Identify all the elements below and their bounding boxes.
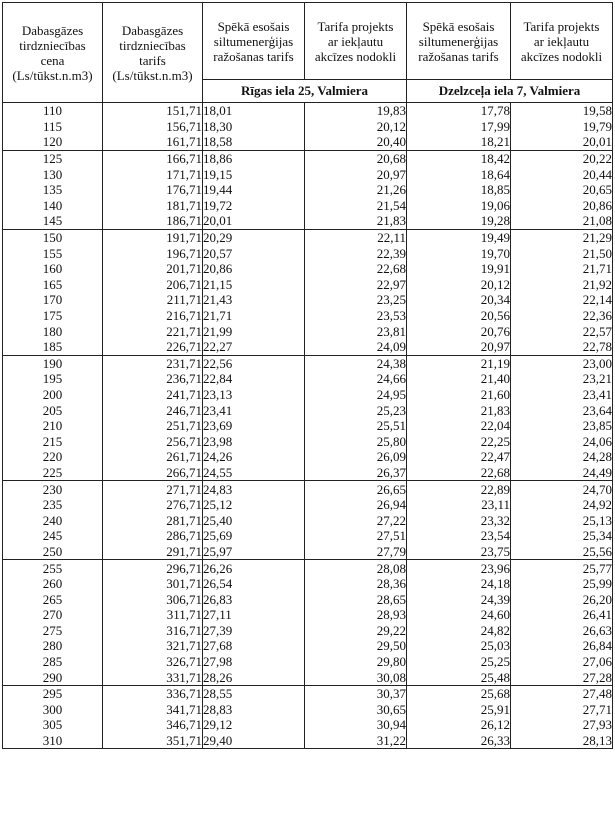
cell-dzelz-project: 22,78 xyxy=(511,339,613,355)
cell-dzelz-project: 21,50 xyxy=(511,245,613,261)
cell-gas-tariff: 206,71 xyxy=(103,277,203,293)
cell-rigas-project: 30,65 xyxy=(305,702,407,718)
cell-dzelz-project: 19,79 xyxy=(511,119,613,135)
cell-gas-price: 200 xyxy=(3,387,103,403)
cell-rigas-project: 22,11 xyxy=(305,229,407,245)
cell-gas-price: 210 xyxy=(3,418,103,434)
cell-dzelz-current: 26,12 xyxy=(407,717,511,733)
site-dzelz-heading: Dzelzceļa iela 7, Valmiera xyxy=(407,80,613,103)
cell-dzelz-project: 24,06 xyxy=(511,433,613,449)
table-row xyxy=(3,229,613,245)
cell-gas-tariff: 236,71 xyxy=(103,371,203,387)
cell-rigas-current: 22,56 xyxy=(203,355,305,371)
cell-rigas-project: 25,23 xyxy=(305,402,407,418)
cell-gas-tariff: 231,71 xyxy=(103,355,203,371)
cell-dzelz-current: 21,83 xyxy=(407,402,511,418)
cell-gas-tariff: 156,71 xyxy=(103,119,203,135)
cell-gas-price: 170 xyxy=(3,292,103,308)
cell-rigas-project: 24,09 xyxy=(305,339,407,355)
cell-rigas-current: 21,15 xyxy=(203,277,305,293)
cell-dzelz-current: 22,68 xyxy=(407,465,511,481)
cell-gas-price: 310 xyxy=(3,733,103,749)
cell-rigas-project: 27,22 xyxy=(305,512,407,528)
cell-gas-tariff: 261,71 xyxy=(103,449,203,465)
cell-gas-tariff: 186,71 xyxy=(103,213,203,229)
cell-rigas-current: 24,83 xyxy=(203,481,305,497)
cell-gas-price: 195 xyxy=(3,371,103,387)
cell-dzelz-current: 24,18 xyxy=(407,576,511,592)
header-rigas-current-tariff: Spēkā esošais siltumenerģijas ražošanas tarifs xyxy=(203,3,305,80)
cell-gas-tariff: 341,71 xyxy=(103,702,203,718)
cell-rigas-current: 28,26 xyxy=(203,669,305,685)
cell-rigas-project: 30,94 xyxy=(305,717,407,733)
cell-rigas-project: 22,68 xyxy=(305,261,407,277)
cell-dzelz-project: 21,29 xyxy=(511,229,613,245)
cell-gas-tariff: 326,71 xyxy=(103,654,203,670)
cell-gas-tariff: 151,71 xyxy=(103,103,203,119)
cell-rigas-project: 30,08 xyxy=(305,669,407,685)
cell-rigas-project: 26,09 xyxy=(305,449,407,465)
cell-dzelz-current: 20,56 xyxy=(407,308,511,324)
table-row xyxy=(3,245,613,261)
cell-gas-tariff: 281,71 xyxy=(103,512,203,528)
cell-gas-price: 305 xyxy=(3,717,103,733)
cell-dzelz-current: 18,21 xyxy=(407,134,511,150)
cell-gas-tariff: 241,71 xyxy=(103,387,203,403)
cell-rigas-current: 27,11 xyxy=(203,607,305,623)
cell-dzelz-current: 21,40 xyxy=(407,371,511,387)
cell-dzelz-project: 21,92 xyxy=(511,277,613,293)
table-row xyxy=(3,134,613,150)
cell-gas-price: 130 xyxy=(3,166,103,182)
cell-dzelz-current: 20,76 xyxy=(407,323,511,339)
cell-rigas-project: 27,79 xyxy=(305,544,407,560)
cell-rigas-current: 18,01 xyxy=(203,103,305,119)
table-row xyxy=(3,638,613,654)
table-row xyxy=(3,717,613,733)
cell-rigas-current: 24,26 xyxy=(203,449,305,465)
cell-rigas-project: 28,36 xyxy=(305,576,407,592)
cell-rigas-current: 27,68 xyxy=(203,638,305,654)
cell-gas-price: 205 xyxy=(3,402,103,418)
table-row xyxy=(3,166,613,182)
cell-rigas-project: 23,81 xyxy=(305,323,407,339)
cell-gas-tariff: 346,71 xyxy=(103,717,203,733)
cell-gas-price: 235 xyxy=(3,497,103,513)
header-dzelz-project-tariff: Tarifa projekts ar iekļautu akcīzes nodokli xyxy=(511,3,613,80)
cell-rigas-current: 23,69 xyxy=(203,418,305,434)
table-row xyxy=(3,685,613,701)
cell-gas-tariff: 171,71 xyxy=(103,166,203,182)
cell-rigas-project: 24,66 xyxy=(305,371,407,387)
cell-dzelz-current: 18,42 xyxy=(407,150,511,166)
cell-gas-tariff: 226,71 xyxy=(103,339,203,355)
header-rigas-project-tariff: Tarifa projekts ar iekļautu akcīzes nodokli xyxy=(305,3,407,80)
cell-rigas-current: 21,99 xyxy=(203,323,305,339)
cell-rigas-current: 26,83 xyxy=(203,591,305,607)
cell-rigas-current: 27,98 xyxy=(203,654,305,670)
cell-rigas-project: 23,53 xyxy=(305,308,407,324)
table-row xyxy=(3,669,613,685)
cell-dzelz-current: 25,03 xyxy=(407,638,511,654)
cell-gas-price: 115 xyxy=(3,119,103,135)
cell-gas-price: 275 xyxy=(3,623,103,639)
cell-rigas-current: 22,27 xyxy=(203,339,305,355)
cell-rigas-project: 24,38 xyxy=(305,355,407,371)
cell-gas-price: 145 xyxy=(3,213,103,229)
cell-dzelz-project: 27,06 xyxy=(511,654,613,670)
cell-rigas-current: 28,83 xyxy=(203,702,305,718)
table-row xyxy=(3,418,613,434)
cell-dzelz-project: 20,44 xyxy=(511,166,613,182)
cell-dzelz-current: 19,70 xyxy=(407,245,511,261)
table-row xyxy=(3,402,613,418)
cell-rigas-current: 23,41 xyxy=(203,402,305,418)
cell-rigas-project: 22,39 xyxy=(305,245,407,261)
cell-rigas-current: 25,97 xyxy=(203,544,305,560)
cell-rigas-project: 20,12 xyxy=(305,119,407,135)
cell-gas-price: 175 xyxy=(3,308,103,324)
cell-gas-tariff: 216,71 xyxy=(103,308,203,324)
cell-gas-price: 260 xyxy=(3,576,103,592)
cell-dzelz-project: 21,08 xyxy=(511,213,613,229)
table-row xyxy=(3,465,613,481)
table-row xyxy=(3,576,613,592)
cell-dzelz-current: 18,85 xyxy=(407,182,511,198)
cell-rigas-current: 19,15 xyxy=(203,166,305,182)
cell-dzelz-project: 26,41 xyxy=(511,607,613,623)
cell-gas-price: 135 xyxy=(3,182,103,198)
cell-rigas-current: 21,43 xyxy=(203,292,305,308)
cell-gas-price: 230 xyxy=(3,481,103,497)
cell-dzelz-project: 22,14 xyxy=(511,292,613,308)
cell-rigas-current: 21,71 xyxy=(203,308,305,324)
cell-dzelz-project: 22,36 xyxy=(511,308,613,324)
cell-rigas-project: 29,80 xyxy=(305,654,407,670)
table-row xyxy=(3,544,613,560)
cell-rigas-project: 21,26 xyxy=(305,182,407,198)
cell-rigas-project: 26,37 xyxy=(305,465,407,481)
cell-rigas-current: 27,39 xyxy=(203,623,305,639)
cell-rigas-current: 25,69 xyxy=(203,528,305,544)
table-row xyxy=(3,277,613,293)
cell-gas-tariff: 251,71 xyxy=(103,418,203,434)
header-gas-tariff: Dabasgāzes tirdzniecības tarifs (Ls/tūkst.n.m3) xyxy=(103,3,203,103)
cell-rigas-current: 19,72 xyxy=(203,198,305,214)
cell-rigas-current: 23,13 xyxy=(203,387,305,403)
cell-rigas-current: 22,84 xyxy=(203,371,305,387)
table-row xyxy=(3,607,613,623)
cell-rigas-current: 20,01 xyxy=(203,213,305,229)
cell-dzelz-current: 24,82 xyxy=(407,623,511,639)
cell-rigas-project: 19,83 xyxy=(305,103,407,119)
cell-rigas-current: 18,30 xyxy=(203,119,305,135)
cell-rigas-project: 29,22 xyxy=(305,623,407,639)
cell-dzelz-project: 25,99 xyxy=(511,576,613,592)
cell-dzelz-current: 17,99 xyxy=(407,119,511,135)
cell-rigas-project: 20,68 xyxy=(305,150,407,166)
table-header xyxy=(3,3,613,103)
header-dzelz-current-tariff: Spēkā esošais siltumenerģijas ražošanas tarifs xyxy=(407,3,511,80)
table-row xyxy=(3,292,613,308)
cell-rigas-current: 23,98 xyxy=(203,433,305,449)
cell-gas-price: 280 xyxy=(3,638,103,654)
site-rigas-heading: Rīgas iela 25, Valmiera xyxy=(203,80,407,103)
cell-dzelz-project: 25,56 xyxy=(511,544,613,560)
cell-gas-price: 255 xyxy=(3,560,103,576)
cell-dzelz-current: 25,25 xyxy=(407,654,511,670)
cell-dzelz-current: 20,12 xyxy=(407,277,511,293)
cell-dzelz-current: 18,64 xyxy=(407,166,511,182)
cell-dzelz-project: 23,41 xyxy=(511,387,613,403)
cell-gas-tariff: 181,71 xyxy=(103,198,203,214)
cell-dzelz-current: 24,60 xyxy=(407,607,511,623)
table-row xyxy=(3,103,613,119)
cell-gas-tariff: 201,71 xyxy=(103,261,203,277)
cell-gas-price: 110 xyxy=(3,103,103,119)
cell-gas-price: 140 xyxy=(3,198,103,214)
cell-dzelz-project: 25,34 xyxy=(511,528,613,544)
table-row xyxy=(3,497,613,513)
cell-dzelz-project: 24,92 xyxy=(511,497,613,513)
cell-gas-tariff: 196,71 xyxy=(103,245,203,261)
cell-rigas-project: 21,83 xyxy=(305,213,407,229)
cell-dzelz-project: 24,28 xyxy=(511,449,613,465)
cell-gas-tariff: 286,71 xyxy=(103,528,203,544)
cell-rigas-project: 29,50 xyxy=(305,638,407,654)
table-row xyxy=(3,339,613,355)
cell-dzelz-current: 21,19 xyxy=(407,355,511,371)
cell-gas-tariff: 296,71 xyxy=(103,560,203,576)
cell-gas-price: 150 xyxy=(3,229,103,245)
cell-gas-price: 125 xyxy=(3,150,103,166)
cell-dzelz-current: 23,75 xyxy=(407,544,511,560)
cell-dzelz-project: 27,28 xyxy=(511,669,613,685)
cell-dzelz-project: 28,13 xyxy=(511,733,613,749)
cell-gas-tariff: 351,71 xyxy=(103,733,203,749)
cell-gas-price: 245 xyxy=(3,528,103,544)
cell-rigas-project: 31,22 xyxy=(305,733,407,749)
cell-gas-tariff: 161,71 xyxy=(103,134,203,150)
cell-gas-price: 290 xyxy=(3,669,103,685)
cell-dzelz-current: 19,49 xyxy=(407,229,511,245)
cell-rigas-current: 20,86 xyxy=(203,261,305,277)
cell-gas-tariff: 176,71 xyxy=(103,182,203,198)
cell-gas-price: 190 xyxy=(3,355,103,371)
table-row xyxy=(3,323,613,339)
cell-dzelz-project: 25,13 xyxy=(511,512,613,528)
cell-gas-tariff: 191,71 xyxy=(103,229,203,245)
cell-gas-tariff: 306,71 xyxy=(103,591,203,607)
cell-dzelz-current: 20,34 xyxy=(407,292,511,308)
cell-gas-price: 180 xyxy=(3,323,103,339)
cell-gas-price: 220 xyxy=(3,449,103,465)
cell-dzelz-current: 22,04 xyxy=(407,418,511,434)
cell-dzelz-project: 23,00 xyxy=(511,355,613,371)
cell-rigas-current: 20,29 xyxy=(203,229,305,245)
cell-rigas-project: 25,51 xyxy=(305,418,407,434)
cell-rigas-current: 29,40 xyxy=(203,733,305,749)
cell-gas-tariff: 336,71 xyxy=(103,685,203,701)
cell-dzelz-project: 20,65 xyxy=(511,182,613,198)
cell-dzelz-project: 24,49 xyxy=(511,465,613,481)
cell-dzelz-current: 26,33 xyxy=(407,733,511,749)
cell-dzelz-project: 27,71 xyxy=(511,702,613,718)
cell-dzelz-project: 23,21 xyxy=(511,371,613,387)
cell-dzelz-current: 25,48 xyxy=(407,669,511,685)
cell-gas-price: 300 xyxy=(3,702,103,718)
cell-rigas-project: 23,25 xyxy=(305,292,407,308)
table-row xyxy=(3,371,613,387)
cell-gas-price: 265 xyxy=(3,591,103,607)
cell-gas-tariff: 316,71 xyxy=(103,623,203,639)
table-row xyxy=(3,512,613,528)
cell-dzelz-project: 25,77 xyxy=(511,560,613,576)
cell-rigas-project: 21,54 xyxy=(305,198,407,214)
cell-gas-tariff: 291,71 xyxy=(103,544,203,560)
cell-dzelz-project: 26,63 xyxy=(511,623,613,639)
table-row xyxy=(3,355,613,371)
cell-gas-price: 270 xyxy=(3,607,103,623)
cell-dzelz-current: 25,91 xyxy=(407,702,511,718)
cell-dzelz-project: 27,93 xyxy=(511,717,613,733)
cell-dzelz-project: 23,85 xyxy=(511,418,613,434)
cell-rigas-current: 29,12 xyxy=(203,717,305,733)
cell-rigas-current: 18,58 xyxy=(203,134,305,150)
cell-dzelz-current: 22,47 xyxy=(407,449,511,465)
table-row xyxy=(3,654,613,670)
cell-rigas-current: 25,40 xyxy=(203,512,305,528)
cell-gas-price: 240 xyxy=(3,512,103,528)
cell-dzelz-current: 20,97 xyxy=(407,339,511,355)
table-row xyxy=(3,198,613,214)
table-row xyxy=(3,449,613,465)
cell-rigas-project: 20,40 xyxy=(305,134,407,150)
cell-gas-price: 120 xyxy=(3,134,103,150)
cell-gas-tariff: 331,71 xyxy=(103,669,203,685)
cell-gas-price: 160 xyxy=(3,261,103,277)
table-row xyxy=(3,702,613,718)
table-body xyxy=(3,103,613,749)
cell-gas-tariff: 221,71 xyxy=(103,323,203,339)
cell-rigas-project: 25,80 xyxy=(305,433,407,449)
table-row xyxy=(3,261,613,277)
cell-rigas-project: 20,97 xyxy=(305,166,407,182)
cell-rigas-project: 30,37 xyxy=(305,685,407,701)
cell-gas-price: 215 xyxy=(3,433,103,449)
cell-dzelz-project: 20,22 xyxy=(511,150,613,166)
cell-rigas-project: 22,97 xyxy=(305,277,407,293)
cell-dzelz-current: 23,32 xyxy=(407,512,511,528)
table-row xyxy=(3,623,613,639)
cell-gas-price: 285 xyxy=(3,654,103,670)
cell-dzelz-current: 17,78 xyxy=(407,103,511,119)
cell-dzelz-current: 23,11 xyxy=(407,497,511,513)
cell-dzelz-project: 26,20 xyxy=(511,591,613,607)
cell-dzelz-project: 24,70 xyxy=(511,481,613,497)
cell-gas-tariff: 271,71 xyxy=(103,481,203,497)
table-row xyxy=(3,560,613,576)
cell-rigas-project: 28,08 xyxy=(305,560,407,576)
cell-rigas-project: 26,65 xyxy=(305,481,407,497)
cell-rigas-current: 26,54 xyxy=(203,576,305,592)
cell-gas-tariff: 211,71 xyxy=(103,292,203,308)
cell-gas-tariff: 256,71 xyxy=(103,433,203,449)
header-gas-price: Dabasgāzes tirdzniecības cena (Ls/tūkst.n.m3) xyxy=(3,3,103,103)
table-row xyxy=(3,387,613,403)
cell-dzelz-current: 23,54 xyxy=(407,528,511,544)
cell-gas-price: 185 xyxy=(3,339,103,355)
table-row xyxy=(3,119,613,135)
table-row xyxy=(3,528,613,544)
cell-gas-tariff: 321,71 xyxy=(103,638,203,654)
cell-gas-price: 250 xyxy=(3,544,103,560)
cell-rigas-current: 18,86 xyxy=(203,150,305,166)
cell-rigas-current: 24,55 xyxy=(203,465,305,481)
table-row xyxy=(3,308,613,324)
cell-gas-price: 155 xyxy=(3,245,103,261)
cell-dzelz-current: 22,89 xyxy=(407,481,511,497)
cell-dzelz-project: 23,64 xyxy=(511,402,613,418)
cell-dzelz-project: 21,71 xyxy=(511,261,613,277)
table-row xyxy=(3,213,613,229)
cell-rigas-current: 26,26 xyxy=(203,560,305,576)
tariff-table xyxy=(2,2,613,749)
table-row xyxy=(3,182,613,198)
cell-rigas-project: 24,95 xyxy=(305,387,407,403)
cell-dzelz-current: 25,68 xyxy=(407,685,511,701)
cell-gas-tariff: 246,71 xyxy=(103,402,203,418)
cell-gas-tariff: 311,71 xyxy=(103,607,203,623)
cell-dzelz-project: 26,84 xyxy=(511,638,613,654)
cell-rigas-project: 27,51 xyxy=(305,528,407,544)
table-row xyxy=(3,481,613,497)
cell-dzelz-current: 24,39 xyxy=(407,591,511,607)
cell-gas-price: 165 xyxy=(3,277,103,293)
cell-rigas-project: 26,94 xyxy=(305,497,407,513)
cell-dzelz-project: 20,01 xyxy=(511,134,613,150)
table-row xyxy=(3,433,613,449)
cell-rigas-project: 28,65 xyxy=(305,591,407,607)
cell-gas-price: 225 xyxy=(3,465,103,481)
cell-dzelz-project: 20,86 xyxy=(511,198,613,214)
cell-gas-tariff: 266,71 xyxy=(103,465,203,481)
cell-dzelz-current: 19,28 xyxy=(407,213,511,229)
cell-dzelz-current: 21,60 xyxy=(407,387,511,403)
cell-rigas-current: 20,57 xyxy=(203,245,305,261)
cell-dzelz-project: 22,57 xyxy=(511,323,613,339)
cell-rigas-current: 25,12 xyxy=(203,497,305,513)
cell-gas-tariff: 301,71 xyxy=(103,576,203,592)
cell-dzelz-current: 22,25 xyxy=(407,433,511,449)
cell-gas-tariff: 166,71 xyxy=(103,150,203,166)
cell-dzelz-current: 19,91 xyxy=(407,261,511,277)
table-row xyxy=(3,150,613,166)
header-row xyxy=(3,3,613,80)
cell-rigas-current: 28,55 xyxy=(203,685,305,701)
table-row xyxy=(3,733,613,749)
cell-rigas-current: 19,44 xyxy=(203,182,305,198)
table-row xyxy=(3,591,613,607)
cell-dzelz-current: 23,96 xyxy=(407,560,511,576)
cell-dzelz-project: 27,48 xyxy=(511,685,613,701)
cell-gas-price: 295 xyxy=(3,685,103,701)
cell-dzelz-project: 19,58 xyxy=(511,103,613,119)
cell-gas-tariff: 276,71 xyxy=(103,497,203,513)
cell-rigas-project: 28,93 xyxy=(305,607,407,623)
cell-dzelz-current: 19,06 xyxy=(407,198,511,214)
